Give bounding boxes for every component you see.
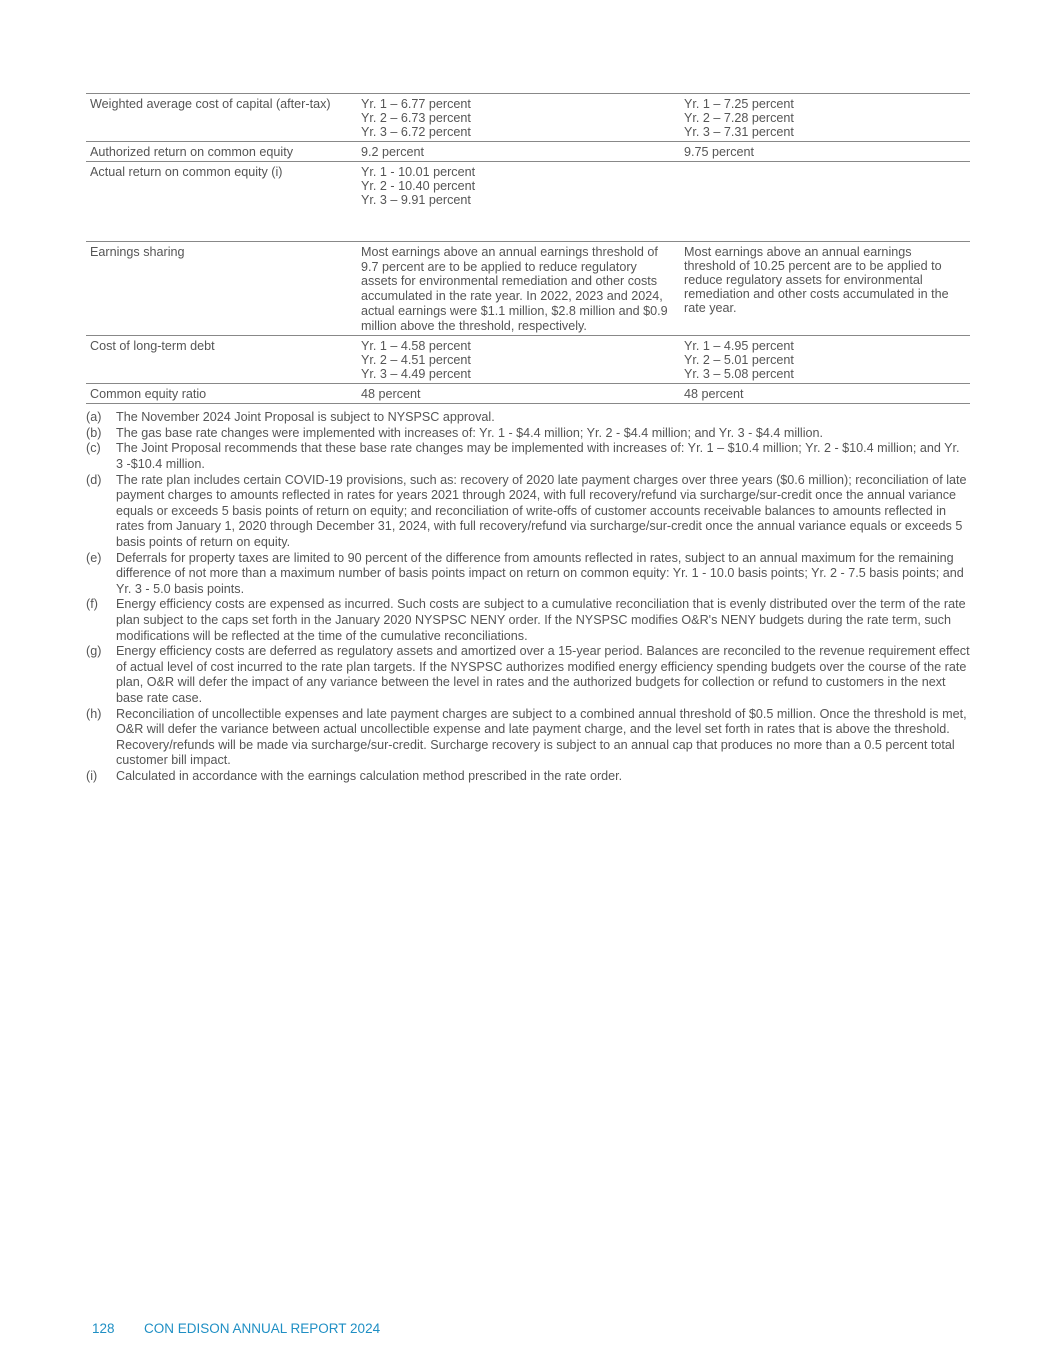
page-content xyxy=(86,93,970,784)
footnote-key: (i) xyxy=(86,768,98,783)
footnote-text: Reconciliation of uncollectible expenses and late payment charges are subject to a combined annual threshold of $0.5 million. Once the threshold is met, O&R will defer the variance between actual uncollectible expense and late payment charge, and the level set forth in rates that is above the threshold. Recovery/refunds will be made via surcharge/sur-credit. Surcharge recovery is subject to an annual cap that produces no more than a 0.5 percent total customer bill impact. xyxy=(116,706,967,768)
footnote-key: (h) xyxy=(86,706,102,721)
current-plan-cell: 48 percent xyxy=(357,384,680,404)
footnote-text: Energy efficiency costs are expensed as incurred. Such costs are subject to a cumulative reconciliation that is evenly distributed over the term of the rate plan subject to the caps set forth in the January 2020 NYSPSC NENY order. If the NYSPSC modifies O&R's NENY budgets during the rate term, such modifications will be reflected at the time of the cumulative reconciliations. xyxy=(116,597,966,643)
footnote xyxy=(86,707,970,769)
table-row xyxy=(86,94,970,142)
proposed-plan-cell: Yr. 1 – 7.25 percent Yr. 2 – 7.28 percent Yr. 3 – 7.31 percent xyxy=(680,94,970,142)
table-row xyxy=(86,142,970,162)
row-label: Weighted average cost of capital (after-tax) xyxy=(86,94,357,142)
row-label: Authorized return on common equity xyxy=(86,142,357,162)
footnote-key: (d) xyxy=(86,472,102,487)
footnote-text: The November 2024 Joint Proposal is subject to NYSPSC approval. xyxy=(116,410,495,425)
footnotes xyxy=(86,410,970,784)
footnote xyxy=(86,410,970,426)
footnote-text: Energy efficiency costs are deferred as regulatory assets and amortized over a 15-year period. Balances are reconciled to the revenue requirement effect of actual level of cost incurred to the rate plan targets. If the NYSPSC authorizes modified energy efficiency spending budgets over the course of the rate plan, O&R will defer the impact of any variance between the level in rates and the authorized budgets for collection or refund to customers in the next base rate case. xyxy=(116,644,970,705)
row-label: Actual return on common equity (i) xyxy=(86,162,357,242)
footnote-key: (f) xyxy=(86,597,98,612)
table-row xyxy=(86,162,970,242)
proposed-plan-cell: 9.75 percent xyxy=(680,142,970,162)
current-plan-cell: Yr. 1 – 4.58 percent Yr. 2 – 4.51 percent Yr. 3 – 4.49 percent xyxy=(357,336,680,384)
footnote-text: The Joint Proposal recommends that these base rate changes may be implemented with increases of: Yr. 1 – $10.4 million; Yr. 2 - $10.4 million; and Yr. 3 -$10.4 million. xyxy=(116,441,960,471)
footnote xyxy=(86,426,970,442)
row-label: Earnings sharing xyxy=(86,242,357,336)
rate-plan-table xyxy=(86,93,970,404)
proposed-plan-cell: Most earnings above an annual earnings threshold of 10.25 percent are to be applied to reduce regulatory assets for environmental remediation and other costs accumulated in the rate year. xyxy=(680,242,970,336)
page-footer xyxy=(92,1321,380,1336)
footnote xyxy=(86,473,970,551)
footnote-text: The gas base rate changes were implemented with increases of: Yr. 1 - $4.4 million; Yr. 2 - $4.4 million; and Yr. 3 - $4.4 million. xyxy=(116,425,824,440)
current-plan-cell: Most earnings above an annual earnings threshold of 9.7 percent are to be applied to reduce regulatory assets for environmental remediation and other costs accumulated in the rate year. In 2022, 2023 and 2024, actual earnings were $1.1 million, $2.8 million and $0.9 million above the threshold, respectively. xyxy=(357,242,680,336)
footnote-key: (b) xyxy=(86,425,102,440)
footnote-key: (g) xyxy=(86,644,102,659)
footnote xyxy=(86,441,970,472)
proposed-plan-cell: Yr. 1 – 4.95 percent Yr. 2 – 5.01 percent Yr. 3 – 5.08 percent xyxy=(680,336,970,384)
footnote xyxy=(86,597,970,644)
report-title: CON EDISON ANNUAL REPORT 2024 xyxy=(144,1321,381,1336)
footnote xyxy=(86,769,970,785)
table-row xyxy=(86,384,970,404)
current-plan-cell: Yr. 1 – 6.77 percent Yr. 2 – 6.73 percent Yr. 3 – 6.72 percent xyxy=(357,94,680,142)
page-number: 128 xyxy=(92,1321,115,1336)
current-plan-cell: 9.2 percent xyxy=(357,142,680,162)
footnote xyxy=(86,551,970,598)
footnote-key: (e) xyxy=(86,550,102,565)
footnote xyxy=(86,644,970,706)
footnote-key: (c) xyxy=(86,441,101,456)
footnote-text: The rate plan includes certain COVID-19 provisions, such as: recovery of 2020 late payment charges over three years ($0.6 million); reconciliation of late payment charges to amounts reflected in rates for years 2021 through 2024, with full recovery/refund via surcharge/sur-credit once the annual variance equals or exceeds 5 basis points of return on equity; and reconciliation of write-offs of customer accounts receivable balances to amounts reflected in rates from January 1, 2020 through December 31, 2024, with full recovery/refund via surcharge/sur-credit once the annual variance equals or exceeds 5 basis points of return on equity. xyxy=(116,472,967,549)
proposed-plan-cell: 48 percent xyxy=(680,384,970,404)
table-row xyxy=(86,336,970,384)
table-row xyxy=(86,242,970,336)
footnote-key: (a) xyxy=(86,410,102,425)
footnote-text: Calculated in accordance with the earnings calculation method prescribed in the rate order. xyxy=(116,768,623,783)
row-label: Cost of long-term debt xyxy=(86,336,357,384)
current-plan-cell: Yr. 1 - 10.01 percent Yr. 2 - 10.40 percent Yr. 3 – 9.91 percent xyxy=(357,162,680,242)
row-label: Common equity ratio xyxy=(86,384,357,404)
footnote-text: Deferrals for property taxes are limited to 90 percent of the difference from amounts reflected in rates, subject to an annual maximum for the remaining difference of not more than a maximum number of basis points impact on return on common equity: Yr. 1 - 10.0 basis points; Yr. 2 - 7.5 basis points; and Yr. 3 - 5.0 basis points. xyxy=(116,550,964,596)
proposed-plan-cell xyxy=(680,162,970,242)
